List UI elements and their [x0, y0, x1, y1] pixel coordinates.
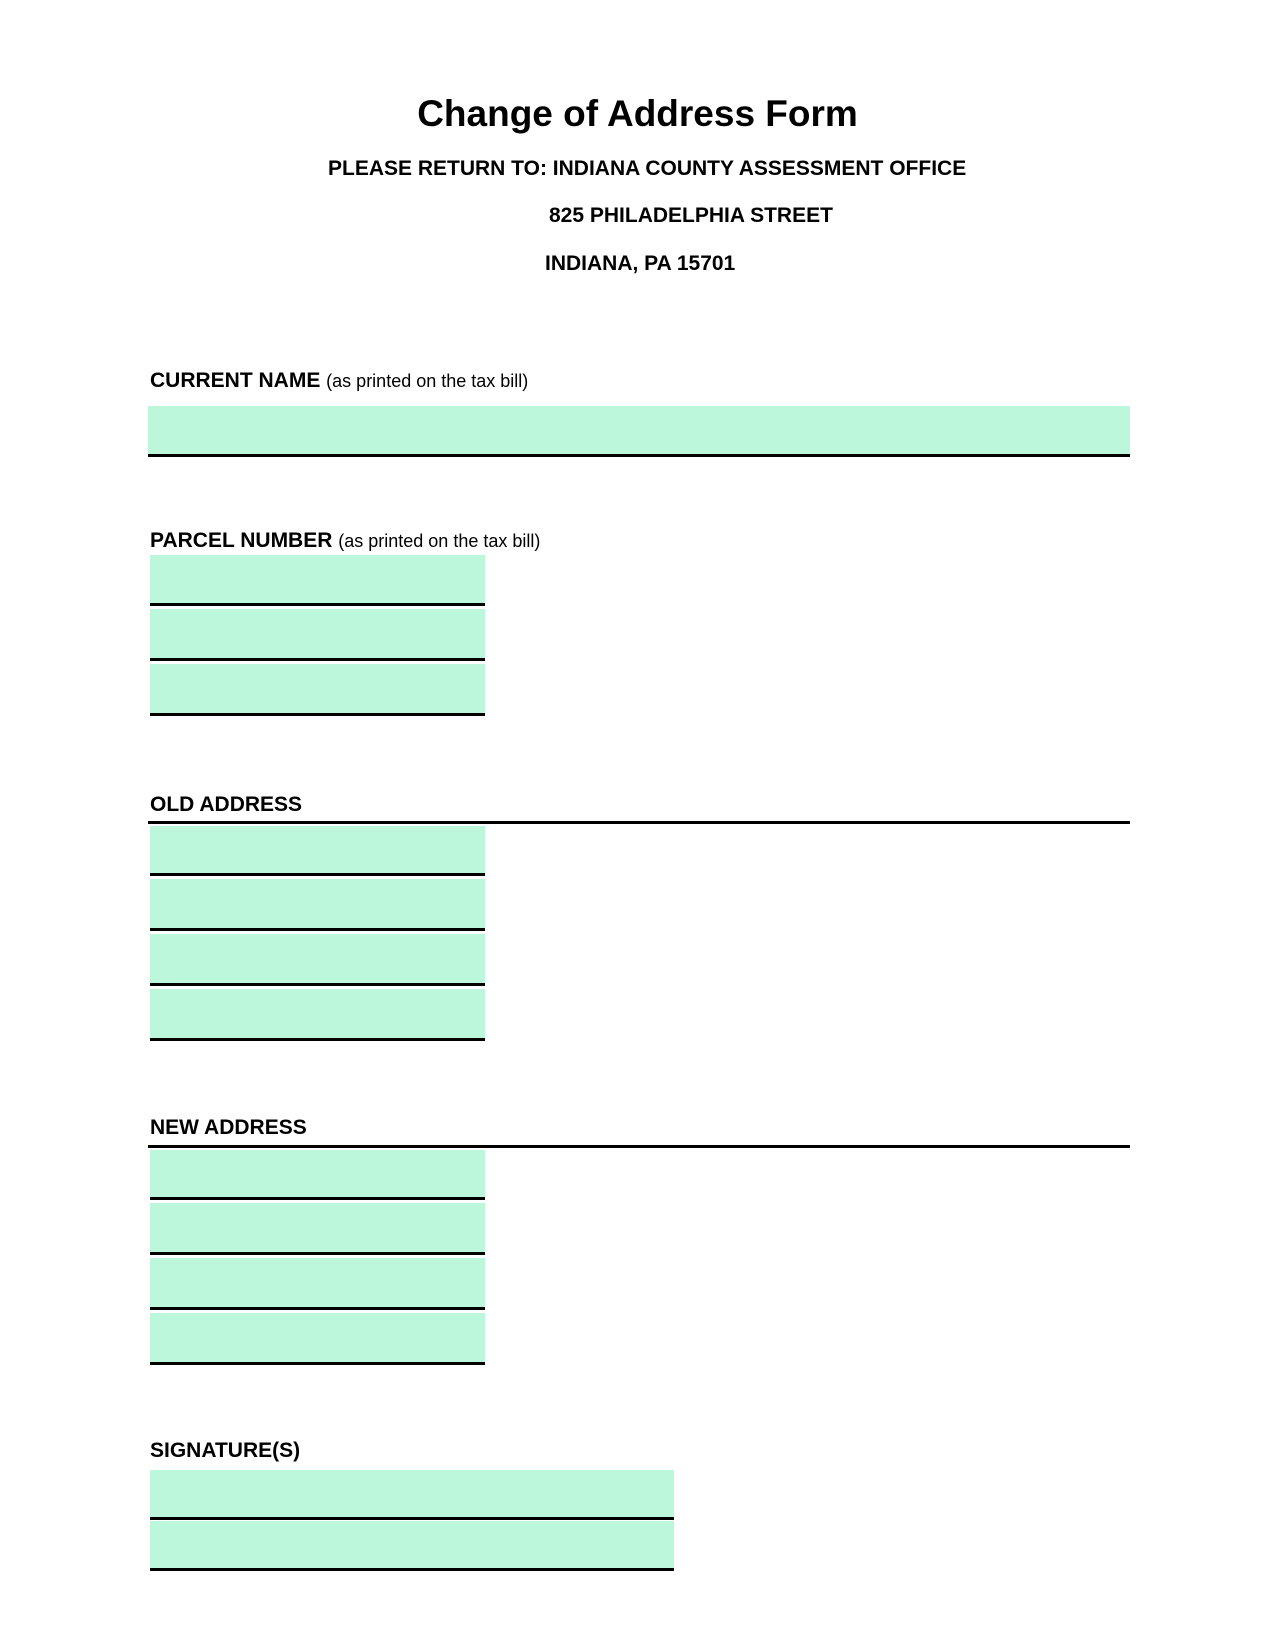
- current-name-label-text: CURRENT NAME: [150, 369, 321, 392]
- parcel-number-label-text: PARCEL NUMBER: [150, 529, 333, 552]
- new-address-line-3[interactable]: [150, 1258, 485, 1310]
- parcel-number-field-3[interactable]: [150, 664, 485, 716]
- new-address-line-2[interactable]: [150, 1203, 485, 1255]
- signatures-label: SIGNATURE(S): [150, 1439, 301, 1462]
- signature-field-2[interactable]: [150, 1521, 674, 1571]
- parcel-number-field-2[interactable]: [150, 609, 485, 661]
- parcel-number-field-1[interactable]: [150, 555, 485, 606]
- old-address-divider: [148, 821, 1130, 824]
- old-address-line-3[interactable]: [150, 934, 485, 986]
- office-street-address: 825 PHILADELPHIA STREET: [549, 204, 833, 227]
- form-title: Change of Address Form: [417, 93, 858, 134]
- parcel-number-note: (as printed on the tax bill): [338, 531, 541, 551]
- new-address-line-1[interactable]: [150, 1150, 485, 1200]
- old-address-line-2[interactable]: [150, 879, 485, 931]
- current-name-label: [150, 368, 528, 394]
- return-to-line: PLEASE RETURN TO: INDIANA COUNTY ASSESSMENT OFFICE: [328, 157, 967, 180]
- current-name-note: (as printed on the tax bill): [326, 371, 529, 391]
- old-address-line-4[interactable]: [150, 989, 485, 1041]
- current-name-field[interactable]: [148, 406, 1130, 457]
- new-address-line-4[interactable]: [150, 1313, 485, 1365]
- old-address-line-1[interactable]: [150, 826, 485, 876]
- office-city-state-zip: INDIANA, PA 15701: [545, 252, 736, 275]
- parcel-number-label: [150, 528, 540, 554]
- new-address-label: NEW ADDRESS: [150, 1116, 307, 1139]
- new-address-divider: [148, 1145, 1130, 1148]
- old-address-label: OLD ADDRESS: [150, 793, 303, 816]
- signature-field-1[interactable]: [150, 1470, 674, 1520]
